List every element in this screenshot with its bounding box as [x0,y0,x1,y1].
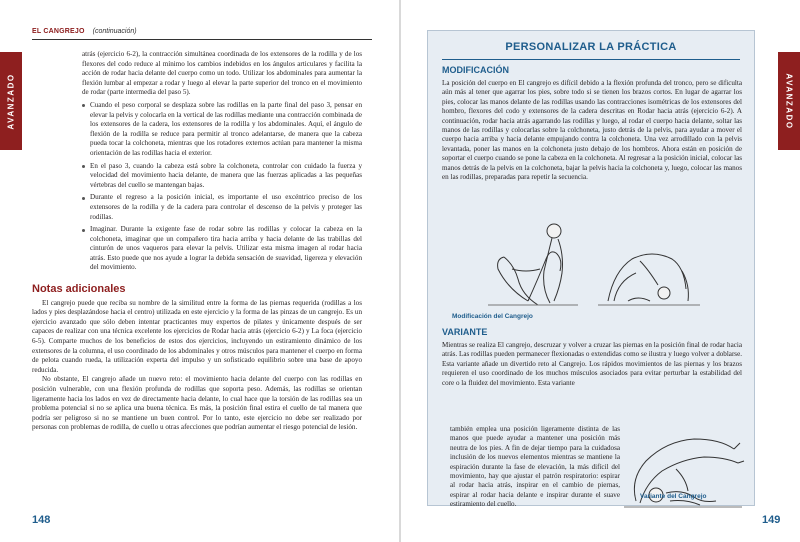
box-title: PERSONALIZAR LA PRÁCTICA [505,41,677,53]
notes-heading: Notas adicionales [32,283,126,296]
section-title: EL CANGREJO [32,28,85,35]
side-tab-right [778,52,800,150]
side-tab-left [0,52,22,150]
bullet-item: Imaginar. Durante la exigente fase de rodar sobre las rodillas y colocar la cabeza en la colchoneta, imaginar que un compañero tira hacia arriba y hacia delante de las trabillas del cinturón de unos vaqueros para elevar la pelvis. Utilizar esta misma imagen al rodar hacia atrás. Esto puede que nos ayude a lograr la debida sensación de suavidad, ligereza y elevación del movimiento. [82,225,362,273]
running-head [32,28,372,40]
side-tab-label: AVANZADO [6,72,16,130]
technique-bullets [32,101,362,273]
bullet-item: Cuando el peso corporal se desplaza sobre las rodillas en la parte final del paso 3, pensar en elevar la pelvis y colocarla en la vertical de las rodillas mediante una contracción combinada de los extensores de la cadera, los extensores de la rodilla y los abdominales. Aquí, el ángulo de flexión de la rodilla se reduce para permitir al tronco adelantarse, de manera que la cabeza pueda tocar la colchoneta, mientras que los rotadores externos actúan para mantener la misma orientación de las rodillas hacia el exterior. [82,101,362,159]
variant-heading: VARIANTE [442,327,488,337]
variant-text [442,341,742,388]
bullet-item: Durante el regreso a la posición inicial, es importante el uso excéntrico preciso de los extensores de la rodilla y de la cadera para controlar el descenso de la pelvis y proteger las rodillas. [82,193,362,222]
modification-illustration [468,209,708,314]
title-rule [442,59,740,60]
modification-heading: MODIFICACIÓN [442,65,509,75]
notes-paragraph: El cangrejo puede que reciba su nombre de la similitud entre la forma de las piernas requerida (rodillas a los lados y pies desplazándose hacia el centro) utilizada en este ejercicio y la forma de las pinzas de un cangrejo. Es un ejercicio avanzado que sólo deben intentar practicantes muy expertos de pilates y únicamente después de ser capaces de realizar con una técnica excelente los ejercicios de Rodar hacia atrás (ejercicio 6-2) y La foca (ejercicio 6-5). Comparte muchos de los beneficios de estos dos ejercicios, incluyendo un estiramiento dinámico de los extensores de la columna, el uso coordinado de los abdominales y otros músculos para mantener el cuerpo en forma de pelota cuando rueda, la utilización experta del impulso y un sofisticado equilibrio sobre una base de apoyo reducida. [32,298,362,374]
intro-paragraph: atrás (ejercicio 6-2), la contracción simultánea coordinada de los extensores de la rodilla y de los flexores del codo reduce al mínimo los cambios indebidos en los ángulos articulares y facilita la acción de rodar hacia delante del cuerpo como un todo. Utilizar los abdominales para aumentar la flexión lumbar al empezar a rodar y luego al elevar la parte superior del tronco en el movimiento de rodar (parte intermedia del paso 5). [82,50,362,97]
variant-caption: Variante del Cangrejo [640,493,707,500]
continuation-note: (continuación) [92,28,137,35]
personalize-box [427,30,755,509]
spread-gutter [399,0,401,542]
modification-paragraph: La posición del cuerpo en El cangrejo es difícil debido a la flexión profunda del tronco, pero se dificulta aún más al tener que agarrar los pies, sobre todo si se tienen los brazos cortos. En lugar de agarrar los pies, colocar las manos delante de las rodillas usando las contracciones isométricas de los extensores del hombro, flexores del codo y extensores de la cadera descritas en Rodar hacia atrás (ejercicio 6-2). A continuación, rodar hacia atrás agarrando las rodillas y luego, al rodar el cuerpo hacia delante, soltar las manos de las rodillas y colocarlas sobre la colchoneta, justo detrás de la pelvis, para ayudar a mover el cuerpo hacia arriba y hacia delante empujando contra la colchoneta. Una vez arrodillado con la pelvis levantada, poner las manos en la colchoneta justo debajo de los hombros. Ahora están en posición de soportar el cuerpo cuando se pone la cabeza en la colchoneta. Al regresar a la posición inicial, colocar las manos detrás de la pelvis en la colchoneta, bajar la pelvis hacia la colchoneta y, luego, colocar las manos en las rodillas, preparadas para repetir la secuencia. [442,79,742,182]
modification-caption: Modificación del Cangrejo [452,313,533,320]
bullet-item: En el paso 3, cuando la cabeza está sobre la colchoneta, controlar con cuidado la fuerza y velocidad del movimiento hacia delante, de manera que las fuerzas aplicadas a las pequeñas vértebras del cuello se mantengan bajas. [82,162,362,191]
variant-text-wrap [450,425,620,510]
variant-paragraph: Mientras se realiza El cangrejo, descruzar y volver a cruzar las piernas en la posición final de rodar hacia atrás. Las rodillas pueden permanecer flexionadas o extendidas como se ilustra y luego volver a doblarse. Esta variante añade un divertido reto al Cangrejo. Los rápidos movimientos de las piernas y los brazos requieren el uso coordinado de los muchos músculos asociados para evitar perturbar la estabilidad del core o la fluidez del movimiento. Esta variante [442,341,742,387]
page-number-left: 148 [32,514,51,526]
page-number-right: 149 [762,514,781,526]
notes-paragraph: No obstante, El cangrejo añade un nuevo reto: el movimiento hacia delante del cuerpo con las rodillas en posición vulnerable, con una flexión profunda de rodillas que soporta peso. Además, las rodillas se orientan ligeramente hacia los lados en vez de directamente hacia delante, lo cual hace que la torsión de las rodillas sea un problema potencial si no se aplica una buena técnica. Es más, la posición final estira el cuello de tal manera que podría ser peligroso si no se mantiene un buen control. Por lo tanto, este ejercicio no debe ser realizado por personas con problemas de rodilla, de cuello u otras afecciones que podrían aumentar el riesgo potencial de lesión. [32,375,362,432]
notes-section [32,299,362,433]
left-column [32,50,362,433]
variant-paragraph-wrap: también emplea una posición ligeramente distinta de las manos que puede ayudar a mantener una posición más neutra de los pies. A fin de dejar tiempo para la cuidadosa inclusión de los nuevos elementos mientras se mantiene la espiración durante la fase de elevación, la más difícil del movimiento, hay que ajustar el patrón respiratorio: espirar al rodar hacia atrás, inspirar en el cambio de piernas, espirar al rodar hacia delante e inspirar durante el suave estiramiento del cuello. [450,425,620,509]
side-tab-label: AVANZADO [784,72,794,130]
modification-text [442,79,742,182]
